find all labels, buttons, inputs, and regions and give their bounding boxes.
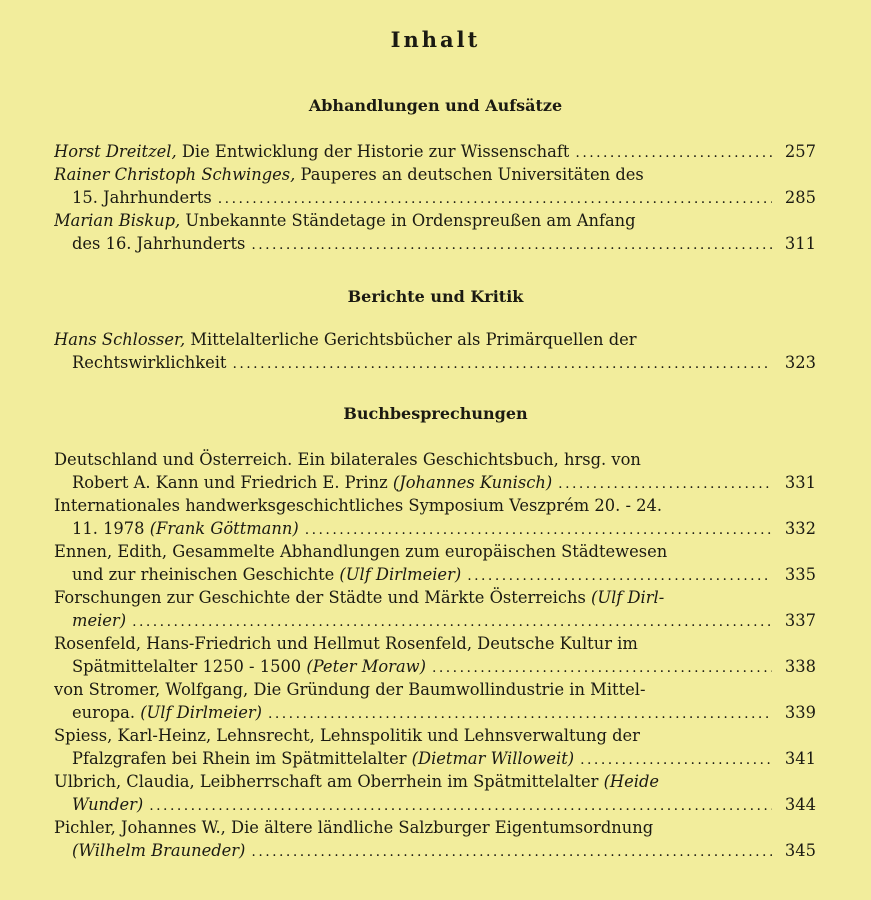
- toc-entry[interactable]: [54, 163, 816, 209]
- entry-title: Mittelalterliche Gerichtsbücher als Primärquellen der: [185, 330, 637, 349]
- page-number: 337: [784, 611, 816, 630]
- toc-entry[interactable]: [54, 140, 816, 163]
- toc-entry[interactable]: [54, 494, 816, 540]
- reviewer: (Heide: [603, 772, 660, 791]
- dot-leader: [132, 609, 772, 632]
- dot-leader: [149, 793, 772, 816]
- toc-entry[interactable]: [54, 448, 816, 494]
- entry-title-cont: Pfalzgrafen bei Rhein im Spätmittelalter: [72, 749, 412, 768]
- reviewer: (Ulf Dirlmeier): [140, 703, 262, 722]
- dot-leader: [575, 140, 772, 163]
- entry-author: Hans Schlosser,: [54, 330, 186, 349]
- page-number: 339: [784, 703, 816, 722]
- toc-entry[interactable]: [54, 586, 816, 632]
- dot-leader: [305, 517, 772, 540]
- reviewer: (Peter Moraw): [306, 657, 426, 676]
- page-number: 335: [784, 565, 816, 584]
- entry-title: Deutschland und Österreich. Ein bilaterales Geschichtsbuch, hrsg. von: [54, 450, 641, 469]
- entry-title: Ennen, Edith, Gesammelte Abhandlungen zum europäischen Städtewesen: [54, 542, 668, 561]
- entry-title: Forschungen zur Geschichte der Städte und Märkte Österreichs: [54, 588, 591, 607]
- entry-title-cont: Spätmittelalter 1250 - 1500: [72, 657, 307, 676]
- entry-title: Pichler, Johannes W., Die ältere ländliche Salzburger Eigentumsordnung: [54, 818, 654, 837]
- dot-leader: [268, 701, 772, 724]
- page-number: 311: [784, 234, 816, 253]
- entry-author: Marian Biskup,: [54, 211, 181, 230]
- toc-entry[interactable]: [54, 328, 816, 374]
- entry-title-cont: europa.: [72, 703, 141, 722]
- toc-entry[interactable]: [54, 632, 816, 678]
- entry-title-cont: und zur rheinischen Geschichte: [72, 565, 340, 584]
- reviewer-cont: meier): [72, 611, 127, 630]
- entry-title-cont: Robert A. Kann und Friedrich E. Prinz: [72, 473, 393, 492]
- entry-author: Rainer Christoph Schwinges,: [54, 165, 296, 184]
- entry-title: Ulbrich, Claudia, Leibherrschaft am Oberrhein im Spätmittelalter: [54, 772, 604, 791]
- section-heading-berichte: Berichte und Kritik: [347, 287, 524, 306]
- reviewer: (Dietmar Willoweit): [411, 749, 575, 768]
- reviewer: (Frank Göttmann): [149, 519, 299, 538]
- reviewer: (Ulf Dirlmeier): [339, 565, 462, 584]
- reviewer: (Wilhelm Brauneder): [72, 841, 246, 860]
- entry-title: Unbekannte Ständetage in Ordenspreußen am Anfang: [180, 211, 636, 230]
- entry-title-cont: 11. 1978: [72, 519, 150, 538]
- page-number: 341: [784, 749, 816, 768]
- section-heading-abhandlungen: Abhandlungen und Aufsätze: [308, 96, 563, 115]
- page-number: 331: [784, 473, 816, 492]
- page-number: 338: [784, 657, 816, 676]
- toc-entry[interactable]: [54, 816, 816, 862]
- toc-entry[interactable]: [54, 540, 816, 586]
- dot-leader: [558, 471, 772, 494]
- page-number: 285: [784, 188, 816, 207]
- entry-title: Pauperes an deutschen Universitäten des: [295, 165, 644, 184]
- dot-leader: [251, 232, 772, 255]
- page-title: Inhalt: [390, 27, 481, 52]
- entry-title-cont: 15. Jahrhunderts: [72, 188, 212, 207]
- dot-leader: [251, 839, 772, 862]
- page-number: 344: [784, 795, 816, 814]
- toc-entry[interactable]: [54, 770, 816, 816]
- reviewer: (Johannes Kunisch): [392, 473, 553, 492]
- entry-title: von Stromer, Wolfgang, Die Gründung der Baumwollindustrie in Mittel-: [54, 680, 646, 699]
- dot-leader: [432, 655, 772, 678]
- reviewer-cont: Wunder): [72, 795, 144, 814]
- entry-title-cont: des 16. Jahrhunderts: [72, 234, 246, 253]
- entry-title: Die Entwicklung der Historie zur Wissenschaft: [176, 142, 570, 161]
- entry-title: Spiess, Karl-Heinz, Lehnsrecht, Lehnspolitik und Lehnsverwaltung der: [54, 726, 640, 745]
- page-number: 257: [784, 142, 816, 161]
- dot-leader: [580, 747, 772, 770]
- page-number: 345: [784, 841, 816, 860]
- reviewer: (Ulf Dirl-: [591, 588, 665, 607]
- page-number: 332: [784, 519, 816, 538]
- section-heading-buchbesprechungen: Buchbesprechungen: [343, 404, 528, 423]
- dot-leader: [232, 351, 772, 374]
- entry-author: Horst Dreitzel,: [54, 142, 177, 161]
- toc-entry[interactable]: [54, 678, 816, 724]
- toc-entry[interactable]: [54, 209, 816, 255]
- entry-title-cont: Rechtswirklichkeit: [72, 353, 227, 372]
- dot-leader: [218, 186, 772, 209]
- entry-title: Rosenfeld, Hans-Friedrich und Hellmut Rosenfeld, Deutsche Kultur im: [54, 634, 638, 653]
- toc-entry[interactable]: [54, 724, 816, 770]
- dot-leader: [467, 563, 772, 586]
- entry-title: Internationales handwerksgeschichtliches Symposium Veszprém 20. - 24.: [54, 496, 663, 515]
- page-number: 323: [784, 353, 816, 372]
